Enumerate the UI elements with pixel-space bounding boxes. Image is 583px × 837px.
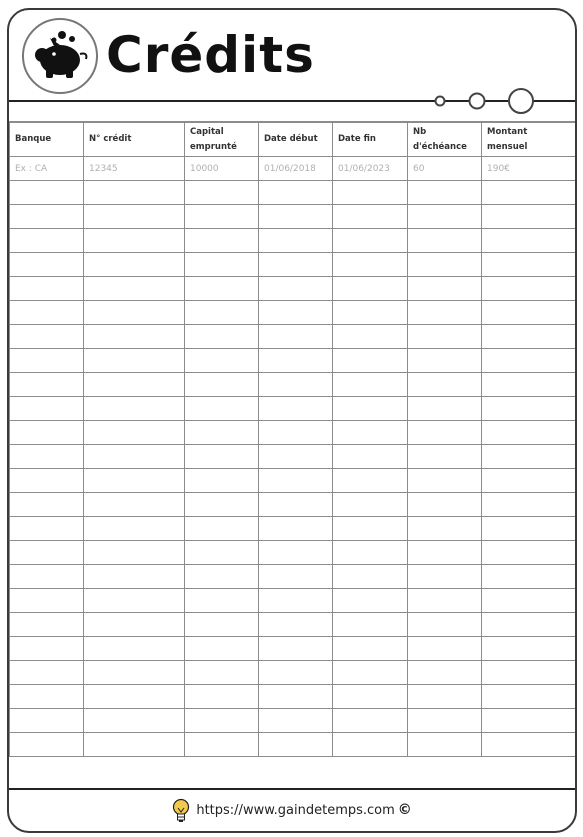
table-cell: 190€	[482, 157, 576, 181]
table-cell: 01/06/2018	[259, 157, 333, 181]
table-cell[interactable]	[84, 541, 185, 565]
table-cell[interactable]	[482, 661, 576, 685]
column-header-date-fin: Date fin	[333, 122, 408, 157]
table-cell[interactable]	[482, 685, 576, 709]
table-cell[interactable]	[185, 565, 259, 589]
table-cell[interactable]	[84, 589, 185, 613]
table-cell[interactable]	[333, 325, 408, 349]
table-row	[10, 517, 576, 541]
table-cell[interactable]	[259, 685, 333, 709]
table-cell[interactable]	[408, 733, 482, 757]
table-cell[interactable]	[408, 685, 482, 709]
column-header-capital: Capital emprunté	[185, 122, 259, 157]
table-cell[interactable]	[10, 613, 84, 637]
table-row	[10, 301, 576, 325]
table-cell[interactable]	[185, 637, 259, 661]
table-cell[interactable]	[84, 325, 185, 349]
table-cell[interactable]	[185, 661, 259, 685]
table-row	[10, 541, 576, 565]
table-cell[interactable]	[333, 733, 408, 757]
column-header-date-debut: Date début	[259, 122, 333, 157]
table-cell[interactable]	[10, 565, 84, 589]
table-row	[10, 421, 576, 445]
table-cell[interactable]	[408, 493, 482, 517]
table-header-row	[10, 122, 576, 157]
table-row	[10, 565, 576, 589]
table-cell[interactable]	[84, 253, 185, 277]
table-cell[interactable]	[185, 733, 259, 757]
page-frame	[7, 8, 577, 833]
table-cell[interactable]	[482, 589, 576, 613]
table-cell[interactable]	[259, 301, 333, 325]
table-cell[interactable]	[10, 541, 84, 565]
table-cell[interactable]	[185, 685, 259, 709]
table-cell[interactable]	[84, 709, 185, 733]
table-row	[10, 325, 576, 349]
table-cell[interactable]	[482, 613, 576, 637]
table-cell[interactable]	[259, 445, 333, 469]
table-cell[interactable]	[84, 445, 185, 469]
column-header-banque: Banque	[10, 122, 84, 157]
page-title: Crédits	[106, 26, 315, 84]
table-cell[interactable]	[10, 181, 84, 205]
table-cell[interactable]	[482, 493, 576, 517]
table-cell[interactable]	[333, 685, 408, 709]
table-cell[interactable]	[259, 661, 333, 685]
table-cell[interactable]	[482, 397, 576, 421]
footer-url[interactable]: https://www.gaindetemps.com	[196, 803, 395, 818]
table-cell[interactable]	[185, 277, 259, 301]
table-cell[interactable]	[84, 181, 185, 205]
table-cell[interactable]	[333, 205, 408, 229]
table-cell[interactable]	[408, 181, 482, 205]
table-cell[interactable]	[259, 181, 333, 205]
table-cell[interactable]	[185, 253, 259, 277]
table-cell[interactable]	[259, 517, 333, 541]
table-cell[interactable]	[185, 421, 259, 445]
table-cell[interactable]	[185, 493, 259, 517]
table-cell[interactable]	[10, 349, 84, 373]
table-cell: 60	[408, 157, 482, 181]
table-cell[interactable]	[185, 469, 259, 493]
table-cell[interactable]	[10, 325, 84, 349]
table-cell[interactable]	[259, 325, 333, 349]
table-cell[interactable]	[259, 493, 333, 517]
table-cell[interactable]	[408, 397, 482, 421]
table-cell[interactable]	[333, 301, 408, 325]
table-cell[interactable]	[333, 229, 408, 253]
table-cell: 01/06/2023	[333, 157, 408, 181]
table-cell[interactable]	[333, 253, 408, 277]
table-cell[interactable]	[185, 205, 259, 229]
table-cell[interactable]	[333, 661, 408, 685]
table-cell[interactable]	[259, 373, 333, 397]
table-row	[10, 709, 576, 733]
table-cell[interactable]	[10, 205, 84, 229]
column-header-nb-echeance: Nb d'échéance	[408, 122, 482, 157]
table-cell[interactable]	[10, 277, 84, 301]
table-cell[interactable]	[259, 253, 333, 277]
table-cell[interactable]	[10, 637, 84, 661]
table-cell[interactable]	[408, 517, 482, 541]
table-cell[interactable]	[333, 541, 408, 565]
table-row	[10, 733, 576, 757]
table-cell[interactable]	[333, 277, 408, 301]
table-cell[interactable]	[10, 253, 84, 277]
table-cell[interactable]	[84, 733, 185, 757]
table-cell[interactable]	[259, 397, 333, 421]
table-cell[interactable]	[482, 565, 576, 589]
table-cell[interactable]	[10, 709, 84, 733]
table-row	[10, 205, 576, 229]
table-cell[interactable]	[185, 397, 259, 421]
copyright-symbol: ©	[397, 802, 412, 818]
table-cell[interactable]	[10, 373, 84, 397]
table-cell[interactable]	[333, 397, 408, 421]
table-cell[interactable]	[482, 205, 576, 229]
circles-decoration	[429, 88, 575, 116]
table-cell[interactable]	[482, 445, 576, 469]
table-cell[interactable]	[84, 469, 185, 493]
table-cell[interactable]	[84, 301, 185, 325]
table-cell[interactable]	[408, 469, 482, 493]
table-cell[interactable]	[10, 301, 84, 325]
table-row	[10, 613, 576, 637]
table-cell[interactable]	[84, 397, 185, 421]
table-row	[10, 253, 576, 277]
table-row	[10, 661, 576, 685]
table-cell[interactable]	[185, 181, 259, 205]
table-cell[interactable]	[10, 517, 84, 541]
table-cell[interactable]	[185, 541, 259, 565]
table-cell[interactable]	[482, 469, 576, 493]
table-cell[interactable]	[333, 589, 408, 613]
table-cell[interactable]	[482, 181, 576, 205]
table-cell[interactable]	[333, 445, 408, 469]
table-cell[interactable]	[408, 373, 482, 397]
credits-table	[9, 121, 576, 757]
table-cell[interactable]	[84, 349, 185, 373]
table-cell[interactable]	[185, 229, 259, 253]
table-row	[10, 685, 576, 709]
table-cell[interactable]	[259, 613, 333, 637]
table-cell[interactable]	[333, 421, 408, 445]
table-cell[interactable]	[259, 541, 333, 565]
table-cell[interactable]	[10, 469, 84, 493]
lightbulb-icon	[172, 798, 190, 824]
table-cell[interactable]	[84, 517, 185, 541]
table-cell[interactable]	[333, 709, 408, 733]
table-row	[10, 181, 576, 205]
table-cell[interactable]	[10, 589, 84, 613]
table-row	[10, 445, 576, 469]
table-cell[interactable]	[408, 445, 482, 469]
table-cell[interactable]	[333, 181, 408, 205]
table-cell: Ex : CA	[10, 157, 84, 181]
table-cell[interactable]	[10, 685, 84, 709]
table-cell[interactable]	[185, 325, 259, 349]
table-cell[interactable]	[259, 421, 333, 445]
table-cell[interactable]	[482, 301, 576, 325]
table-cell[interactable]	[482, 517, 576, 541]
table-cell[interactable]	[10, 733, 84, 757]
table-cell[interactable]	[333, 493, 408, 517]
table-cell[interactable]	[259, 589, 333, 613]
table-row	[10, 493, 576, 517]
table-cell: 12345	[84, 157, 185, 181]
table-cell[interactable]	[482, 637, 576, 661]
table-row	[10, 229, 576, 253]
table-cell[interactable]	[408, 253, 482, 277]
piggy-bank-icon	[32, 30, 90, 82]
table-cell[interactable]	[259, 349, 333, 373]
table-cell[interactable]	[259, 229, 333, 253]
column-header-numero-credit: N° crédit	[84, 122, 185, 157]
footer-divider	[9, 788, 575, 790]
table-cell[interactable]	[333, 373, 408, 397]
table-cell[interactable]	[408, 613, 482, 637]
table-cell[interactable]	[259, 733, 333, 757]
table-cell[interactable]	[482, 541, 576, 565]
table-cell[interactable]	[10, 397, 84, 421]
table-cell[interactable]	[259, 205, 333, 229]
table-cell[interactable]	[10, 493, 84, 517]
table-cell[interactable]	[333, 469, 408, 493]
table-cell[interactable]	[10, 661, 84, 685]
column-header-montant: Montant mensuel	[482, 122, 576, 157]
table-cell[interactable]	[482, 709, 576, 733]
table-cell[interactable]	[408, 349, 482, 373]
table-cell[interactable]	[408, 709, 482, 733]
table-cell[interactable]	[333, 349, 408, 373]
table-cell[interactable]	[10, 229, 84, 253]
table-cell[interactable]	[185, 373, 259, 397]
table-cell[interactable]	[333, 565, 408, 589]
table-cell[interactable]	[185, 589, 259, 613]
table-cell[interactable]	[185, 445, 259, 469]
table-cell[interactable]	[482, 253, 576, 277]
table-cell[interactable]	[482, 277, 576, 301]
table-cell[interactable]	[408, 541, 482, 565]
table-cell[interactable]	[408, 565, 482, 589]
table-cell[interactable]	[10, 445, 84, 469]
table-cell[interactable]	[10, 421, 84, 445]
table-row	[10, 637, 576, 661]
table-row	[10, 397, 576, 421]
table-cell[interactable]	[333, 637, 408, 661]
table-row	[10, 469, 576, 493]
table-cell[interactable]	[84, 685, 185, 709]
table-cell[interactable]	[84, 613, 185, 637]
table-cell[interactable]	[259, 637, 333, 661]
table-cell[interactable]	[185, 709, 259, 733]
table-cell[interactable]	[259, 709, 333, 733]
table-cell[interactable]	[84, 637, 185, 661]
table-cell[interactable]	[408, 325, 482, 349]
table-cell[interactable]	[482, 349, 576, 373]
table-cell[interactable]	[84, 421, 185, 445]
table-row	[10, 277, 576, 301]
logo	[22, 18, 98, 94]
table-cell[interactable]	[408, 229, 482, 253]
table-cell[interactable]	[84, 565, 185, 589]
table-cell[interactable]	[408, 589, 482, 613]
table-cell[interactable]	[482, 325, 576, 349]
table-cell[interactable]	[185, 517, 259, 541]
table-cell[interactable]	[408, 277, 482, 301]
table-cell[interactable]	[259, 469, 333, 493]
table-cell[interactable]	[482, 733, 576, 757]
table-cell[interactable]	[408, 205, 482, 229]
table-row	[10, 589, 576, 613]
table-cell[interactable]	[84, 205, 185, 229]
table-cell[interactable]	[84, 661, 185, 685]
table-cell[interactable]	[185, 613, 259, 637]
table-cell[interactable]	[185, 349, 259, 373]
table-cell[interactable]	[482, 373, 576, 397]
table-cell: 10000	[185, 157, 259, 181]
table-cell[interactable]	[84, 277, 185, 301]
table-cell[interactable]	[482, 229, 576, 253]
table-cell[interactable]	[185, 301, 259, 325]
footer	[9, 795, 575, 825]
table-row	[10, 373, 576, 397]
example-row	[10, 157, 576, 181]
table-cell[interactable]	[333, 613, 408, 637]
table-cell[interactable]	[408, 421, 482, 445]
table-cell[interactable]	[259, 277, 333, 301]
table-cell[interactable]	[408, 301, 482, 325]
table-cell[interactable]	[84, 229, 185, 253]
table-cell[interactable]	[333, 517, 408, 541]
table-cell[interactable]	[408, 661, 482, 685]
table-row	[10, 349, 576, 373]
table-cell[interactable]	[84, 373, 185, 397]
table-cell[interactable]	[259, 565, 333, 589]
table-cell[interactable]	[408, 637, 482, 661]
table-cell[interactable]	[482, 421, 576, 445]
table-cell[interactable]	[84, 493, 185, 517]
